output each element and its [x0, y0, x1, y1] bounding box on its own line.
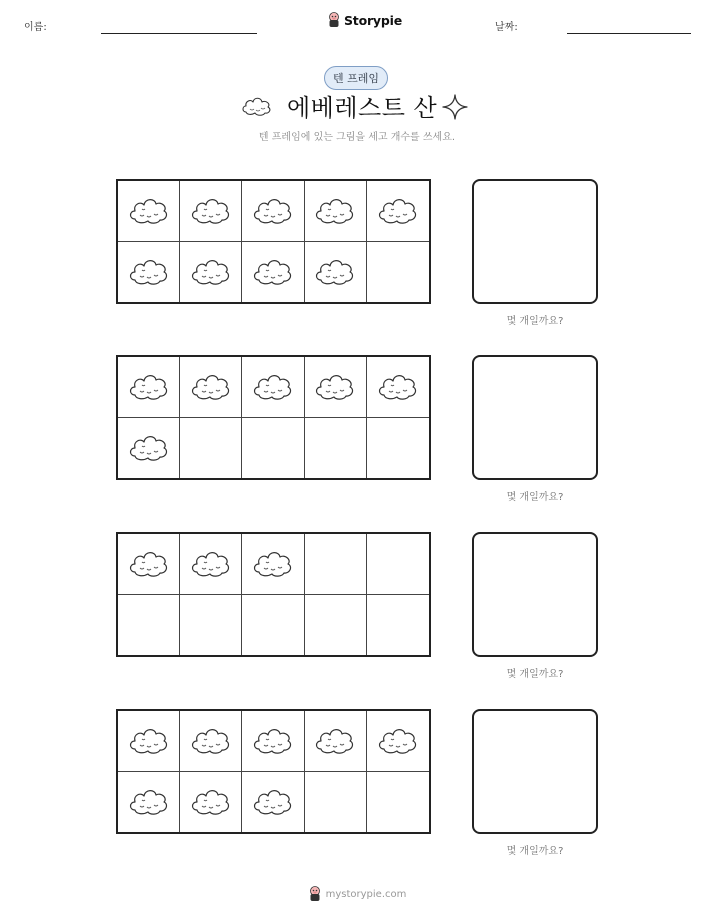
pig-mascot-icon	[327, 12, 341, 28]
cloud-icon	[190, 547, 232, 581]
answer-box-3[interactable]	[472, 532, 598, 657]
ten-frame-cell	[118, 181, 180, 242]
pig-mascot-icon	[308, 886, 322, 902]
cloud-icon	[128, 194, 170, 228]
ten-frame-cell	[242, 357, 304, 418]
cloud-icon	[377, 370, 419, 404]
page-title: 에베레스트 산	[287, 94, 438, 122]
cloud-icon	[377, 724, 419, 758]
ten-frame-cell	[118, 534, 180, 595]
ten-frame-cell	[305, 595, 367, 656]
ten-frame-cell	[242, 181, 304, 242]
ten-frame-cell	[242, 242, 304, 303]
ten-frame-2	[116, 355, 431, 480]
cloud-icon	[252, 547, 294, 581]
footer	[0, 886, 714, 902]
ten-frame-cell	[305, 711, 367, 772]
ten-frame-cell	[180, 534, 242, 595]
ten-frame-cell	[118, 242, 180, 303]
cloud-icon	[128, 370, 170, 404]
ten-frame-cell	[180, 357, 242, 418]
ten-frame-cell	[242, 595, 304, 656]
ten-frame-cell	[367, 418, 429, 479]
ten-frame-cell	[305, 242, 367, 303]
cloud-icon	[190, 194, 232, 228]
ten-frame-cell	[242, 772, 304, 833]
ten-frame-1	[116, 179, 431, 304]
cloud-icon	[241, 94, 273, 118]
date-line[interactable]	[567, 33, 691, 34]
ten-frame-cell	[367, 711, 429, 772]
date-label: 날짜:	[495, 22, 518, 33]
ten-frame-cell	[242, 534, 304, 595]
answer-box-4[interactable]	[472, 709, 598, 834]
ten-frame-cell	[118, 711, 180, 772]
cloud-icon	[252, 255, 294, 289]
ten-frame-cell	[242, 418, 304, 479]
ten-frame-cell	[367, 595, 429, 656]
ten-frame-cell	[118, 772, 180, 833]
cloud-icon	[314, 724, 356, 758]
brand-name: Storypie	[344, 12, 402, 28]
ten-frame-cell	[118, 357, 180, 418]
question-label-3: 몇 개일까요?	[506, 669, 564, 680]
instruction-text: 텐 프레임에 있는 그림을 세고 개수를 쓰세요.	[258, 132, 456, 143]
ten-frame-cell	[180, 418, 242, 479]
name-line[interactable]	[101, 33, 257, 34]
answer-box-2[interactable]	[472, 355, 598, 480]
ten-frame-cell	[180, 711, 242, 772]
ten-frame-cell	[367, 181, 429, 242]
name-label: 이름:	[24, 22, 47, 33]
ten-frame-cell	[367, 242, 429, 303]
ten-frame-cell	[367, 357, 429, 418]
question-label-4: 몇 개일까요?	[506, 846, 564, 857]
cloud-icon	[128, 255, 170, 289]
cloud-icon	[252, 194, 294, 228]
ten-frame-cell	[367, 772, 429, 833]
cloud-icon	[190, 724, 232, 758]
ten-frame-cell	[180, 242, 242, 303]
ten-frame-3	[116, 532, 431, 657]
cloud-icon	[314, 194, 356, 228]
cloud-icon	[314, 370, 356, 404]
cloud-icon	[252, 785, 294, 819]
cloud-icon	[190, 370, 232, 404]
ten-frame-cell	[180, 181, 242, 242]
ten-frame-cell	[242, 711, 304, 772]
ten-frame-cell	[305, 418, 367, 479]
topic-badge: 텐 프레임	[324, 66, 388, 90]
ten-frame-cell	[305, 772, 367, 833]
ten-frame-cell	[180, 772, 242, 833]
ten-frame-cell	[305, 181, 367, 242]
ten-frame-cell	[118, 595, 180, 656]
question-label-2: 몇 개일까요?	[506, 492, 564, 503]
ten-frame-cell	[180, 595, 242, 656]
footer-url[interactable]: mystorypie.com	[325, 888, 407, 900]
cloud-icon	[252, 370, 294, 404]
question-label-1: 몇 개일까요?	[506, 316, 564, 327]
answer-box-1[interactable]	[472, 179, 598, 304]
ten-frame-cell	[305, 357, 367, 418]
cloud-icon	[128, 724, 170, 758]
cloud-icon	[128, 547, 170, 581]
cloud-icon	[128, 431, 170, 465]
cloud-icon	[252, 724, 294, 758]
sparkle-icon	[441, 93, 469, 121]
cloud-icon	[377, 194, 419, 228]
cloud-icon	[314, 255, 356, 289]
ten-frame-cell	[367, 534, 429, 595]
cloud-icon	[190, 255, 232, 289]
cloud-icon	[128, 785, 170, 819]
ten-frame-cell	[305, 534, 367, 595]
ten-frame-4	[116, 709, 431, 834]
ten-frame-cell	[118, 418, 180, 479]
brand-logo	[327, 12, 402, 28]
cloud-icon	[190, 785, 232, 819]
